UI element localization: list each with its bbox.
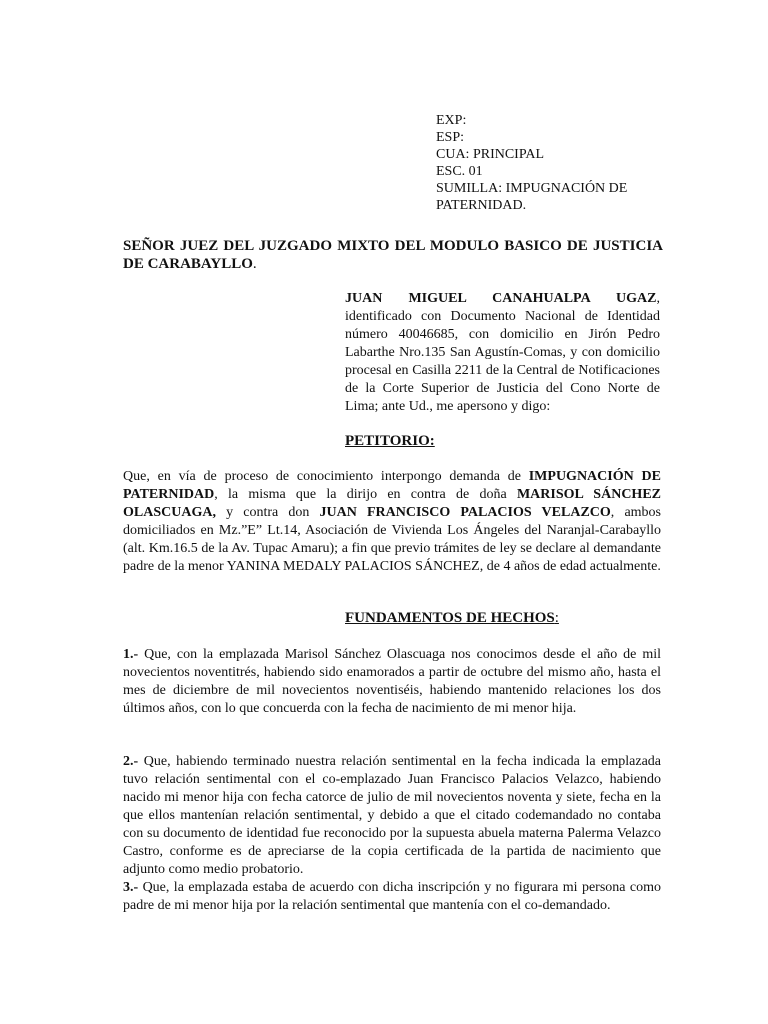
petitorio-text-2: , la misma que la dirijo en contra de doña bbox=[214, 487, 517, 502]
esc-line: ESC. 01 bbox=[436, 164, 483, 179]
fundamentos-title: FUNDAMENTOS DE HECHOS bbox=[345, 610, 555, 626]
sumilla-line-1: SUMILLA: IMPUGNACIÓN DE bbox=[436, 181, 628, 196]
fact-paragraph-3 bbox=[123, 879, 661, 915]
plaintiff-details: , identificado con Documento Nacional de Identidad número 40046685, con domicilio en Jirón Pedro Labarthe Nro.135 San Agustín-Comas, y con domicilio procesal en Casilla 2211 de la Central de Notificaciones de la Corte Superior de Justicia del Cono Norte de Lima; ante Ud., me apersono y digo: bbox=[345, 291, 660, 414]
fact-paragraph-1 bbox=[123, 646, 661, 718]
petitorio-defendant-1: MARISOL SÁNCHEZ OLASCUAGA, bbox=[123, 487, 661, 520]
fact-number-1: 1.- bbox=[123, 647, 139, 662]
exp-line: EXP: bbox=[436, 113, 467, 128]
case-header bbox=[436, 112, 646, 214]
fact-text-3: Que, la emplazada estaba de acuerdo con dicha inscripción y no figurara mi persona como padre de mi menor hija por la relación sentimental que mantenía con el co-demandado. bbox=[123, 880, 661, 913]
fundamentos-colon: : bbox=[554, 610, 559, 626]
petitorio-defendant-2: JUAN FRANCISCO PALACIOS VELAZCO bbox=[319, 505, 611, 520]
addressee bbox=[123, 237, 663, 273]
petitorio-text-4: , ambos domiciliados en Mz.”E” Lt.14, Asociación de Vivienda Los Ángeles del Naranjal-Carabayllo (alt. Km.16.5 de la Av. Tupac Amaru); a fin que previo trámites de ley se declare al demandante padre de la menor YANINA MEDALY PALACIOS SÁNCHEZ, de 4 años de edad actualmente. bbox=[123, 505, 661, 574]
esp-line: ESP: bbox=[436, 130, 465, 145]
addressee-period: . bbox=[252, 256, 257, 272]
fact-number-2: 2.- bbox=[123, 754, 139, 769]
addressee-title: SEÑOR JUEZ DEL JUZGADO MIXTO DEL MODULO BASICO DE JUSTICIA DE CARABAYLLO bbox=[123, 238, 663, 272]
petitorio-paragraph bbox=[123, 468, 661, 576]
petitorio-claim: IMPUGNACIÓN DE PATERNIDAD bbox=[123, 469, 661, 502]
fact-text-1: Que, con la emplazada Marisol Sánchez Olascuaga nos conocimos desde el año de mil novecientos noventitrés, habiendo sido enamorados a partir de octubre del mismo año, hasta el mes de diciembre de mil novecientos noventiséis, habiendo mantenido relaciones los dos últimos años, con lo que concuerda con la fecha de nacimiento de mi menor hija. bbox=[123, 647, 661, 716]
fact-paragraph-2 bbox=[123, 753, 661, 879]
plaintiff-intro bbox=[345, 290, 660, 416]
petitorio-text-1: Que, en vía de proceso de conocimiento interpongo demanda de bbox=[123, 469, 529, 484]
petitorio-text-3: y contra don bbox=[215, 505, 320, 520]
fact-text-2: Que, habiendo terminado nuestra relación sentimental en la fecha indicada la emplazada tuvo relación sentimental con el co-emplazado Juan Francisco Palacios Velazco, habiendo nacido mi menor hija con fecha catorce de julio de mil novecientos noventa y siete, fecha en la que ellos mantenían relación sentimental, y debido a que el citado codemandado no contaba con su documento de identidad fue reconocido por la supuesta abuela materna Palerma Velazco Castro, conforme es de apreciarse de la copia certificada de la partida de nacimiento que adjunto como medio probatorio. bbox=[123, 754, 661, 877]
petitorio-heading: PETITORIO: bbox=[345, 433, 435, 449]
fact-number-3: 3.- bbox=[123, 880, 139, 895]
cua-line: CUA: PRINCIPAL bbox=[436, 147, 545, 162]
plaintiff-name: JUAN MIGUEL CANAHUALPA UGAZ bbox=[345, 291, 657, 306]
fundamentos-heading bbox=[345, 609, 559, 627]
sumilla-line-2: PATERNIDAD. bbox=[436, 198, 527, 213]
